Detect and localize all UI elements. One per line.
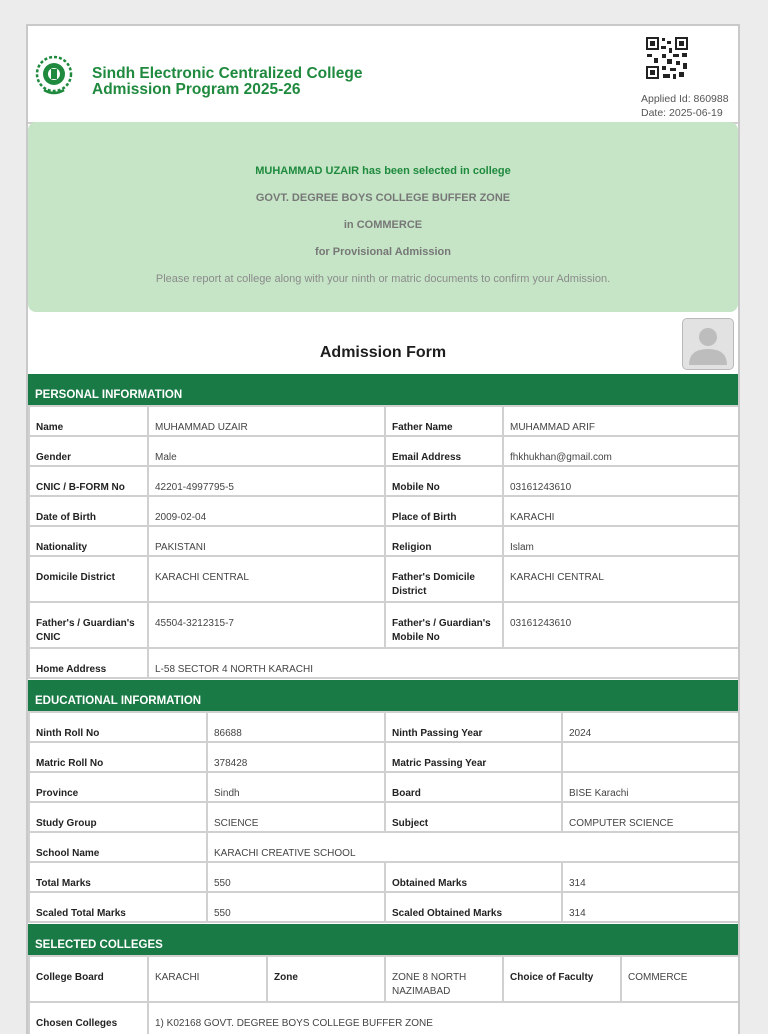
field-label: Father's / Guardian's CNIC <box>29 602 148 648</box>
field-value: 03161243610 <box>503 602 739 648</box>
table-row <box>29 526 739 556</box>
college-board-label: College Board <box>29 956 148 1002</box>
table-row <box>29 832 739 862</box>
field-label: CNIC / B-FORM No <box>29 466 148 496</box>
table-row <box>29 436 739 466</box>
faculty-choice-label: Choice of Faculty <box>503 956 621 1002</box>
zone-label: Zone <box>267 956 385 1002</box>
table-row <box>29 802 739 832</box>
form-title: Admission Form <box>319 344 447 361</box>
table-row <box>29 956 739 1002</box>
sindh-emblem-icon <box>34 54 74 96</box>
field-value: COMPUTER SCIENCE <box>562 802 739 832</box>
field-label: Gender <box>29 436 148 466</box>
field-value: KARACHI <box>503 496 739 526</box>
selected-colleges-table <box>28 955 740 1034</box>
field-value: MUHAMMAD UZAIR <box>148 406 385 436</box>
table-row <box>29 406 739 436</box>
section-heading: EDUCATIONAL INFORMATION <box>35 695 202 707</box>
field-value: 378428 <box>207 742 385 772</box>
field-label: Scaled Obtained Marks <box>385 892 562 922</box>
field-value: Islam <box>503 526 739 556</box>
table-row <box>29 602 739 648</box>
field-value: 550 <box>207 892 385 922</box>
section-heading: PERSONAL INFORMATION <box>35 389 183 401</box>
field-label: Subject <box>385 802 562 832</box>
field-value: fhkhukhan@gmail.com <box>503 436 739 466</box>
field-value: 42201-4997795-5 <box>148 466 385 496</box>
program-title-line1: Sindh Electronic Centralized College <box>92 65 363 82</box>
report-instruction: Please report at college along with your ninth or matric documents to confirm your Admission. <box>155 273 611 285</box>
field-value: 86688 <box>207 712 385 742</box>
field-label: Name <box>29 406 148 436</box>
field-label: Matric Roll No <box>29 742 207 772</box>
table-row <box>29 648 739 678</box>
field-label: Obtained Marks <box>385 862 562 892</box>
field-value: Male <box>148 436 385 466</box>
qr-code-icon <box>645 36 689 80</box>
field-value: 45504-3212315-7 <box>148 602 385 648</box>
field-value: 2009-02-04 <box>148 496 385 526</box>
field-label: Scaled Total Marks <box>29 892 207 922</box>
program-title-line2: Admission Program 2025-26 <box>92 81 301 98</box>
home-address-value: L-58 SECTOR 4 NORTH KARACHI <box>148 648 739 678</box>
college-board-value: KARACHI <box>148 956 267 1002</box>
personal-information-table <box>28 405 740 679</box>
field-label: Father Name <box>385 406 503 436</box>
chosen-colleges-value: 1) K02168 GOVT. DEGREE BOYS COLLEGE BUFFER ZONE <box>148 1002 739 1034</box>
field-label: Father's Domicile District <box>385 556 503 602</box>
user-avatar-icon <box>682 318 734 370</box>
field-label: Mobile No <box>385 466 503 496</box>
field-value: KARACHI CENTRAL <box>148 556 385 602</box>
field-value: MUHAMMAD ARIF <box>503 406 739 436</box>
chosen-colleges-label: Chosen Colleges <box>29 1002 148 1034</box>
admission-type: for Provisional Admission <box>315 246 451 258</box>
field-value: 03161243610 <box>503 466 739 496</box>
field-label: Date of Birth <box>29 496 148 526</box>
selection-banner <box>28 122 738 312</box>
field-label: Province <box>29 772 207 802</box>
section-educational-information <box>28 680 738 711</box>
table-row <box>29 772 739 802</box>
field-label: Religion <box>385 526 503 556</box>
selection-message: MUHAMMAD UZAIR has been selected in college <box>255 165 511 177</box>
field-value <box>562 742 739 772</box>
table-row <box>29 1002 739 1034</box>
table-row <box>29 862 739 892</box>
table-row <box>29 892 739 922</box>
field-value: KARACHI CENTRAL <box>503 556 739 602</box>
school-name-value: KARACHI CREATIVE SCHOOL <box>207 832 739 862</box>
table-row <box>29 466 739 496</box>
field-label: Board <box>385 772 562 802</box>
field-label: Email Address <box>385 436 503 466</box>
field-value: 2024 <box>562 712 739 742</box>
faculty-choice-value: COMMERCE <box>621 956 739 1002</box>
field-value: 550 <box>207 862 385 892</box>
school-name-label: School Name <box>29 832 207 862</box>
table-row <box>29 742 739 772</box>
field-value: 314 <box>562 862 739 892</box>
field-value: PAKISTANI <box>148 526 385 556</box>
section-heading: SELECTED COLLEGES <box>35 939 163 951</box>
admission-form-sheet <box>26 24 740 1034</box>
educational-information-table <box>28 711 740 923</box>
applied-date: Date: 2025-06-19 <box>641 107 723 119</box>
header <box>28 26 738 124</box>
field-label: Place of Birth <box>385 496 503 526</box>
field-label: Nationality <box>29 526 148 556</box>
table-row <box>29 712 739 742</box>
field-value: SCIENCE <box>207 802 385 832</box>
section-selected-colleges <box>28 924 738 955</box>
field-label: Ninth Passing Year <box>385 712 562 742</box>
zone-value: ZONE 8 NORTH NAZIMABAD <box>385 956 503 1002</box>
field-value: BISE Karachi <box>562 772 739 802</box>
selected-faculty: in COMMERCE <box>343 219 423 231</box>
field-label: Ninth Roll No <box>29 712 207 742</box>
applied-id: Applied Id: 860988 <box>641 93 729 105</box>
home-address-label: Home Address <box>29 648 148 678</box>
field-label: Total Marks <box>29 862 207 892</box>
section-personal-information <box>28 374 738 405</box>
application-meta <box>641 92 729 120</box>
selected-college-name: GOVT. DEGREE BOYS COLLEGE BUFFER ZONE <box>255 192 511 204</box>
program-title <box>92 66 362 98</box>
field-value: Sindh <box>207 772 385 802</box>
field-label: Father's / Guardian's Mobile No <box>385 602 503 648</box>
table-row <box>29 556 739 602</box>
field-label: Matric Passing Year <box>385 742 562 772</box>
field-label: Domicile District <box>29 556 148 602</box>
field-value: 314 <box>562 892 739 922</box>
table-row <box>29 496 739 526</box>
field-label: Study Group <box>29 802 207 832</box>
